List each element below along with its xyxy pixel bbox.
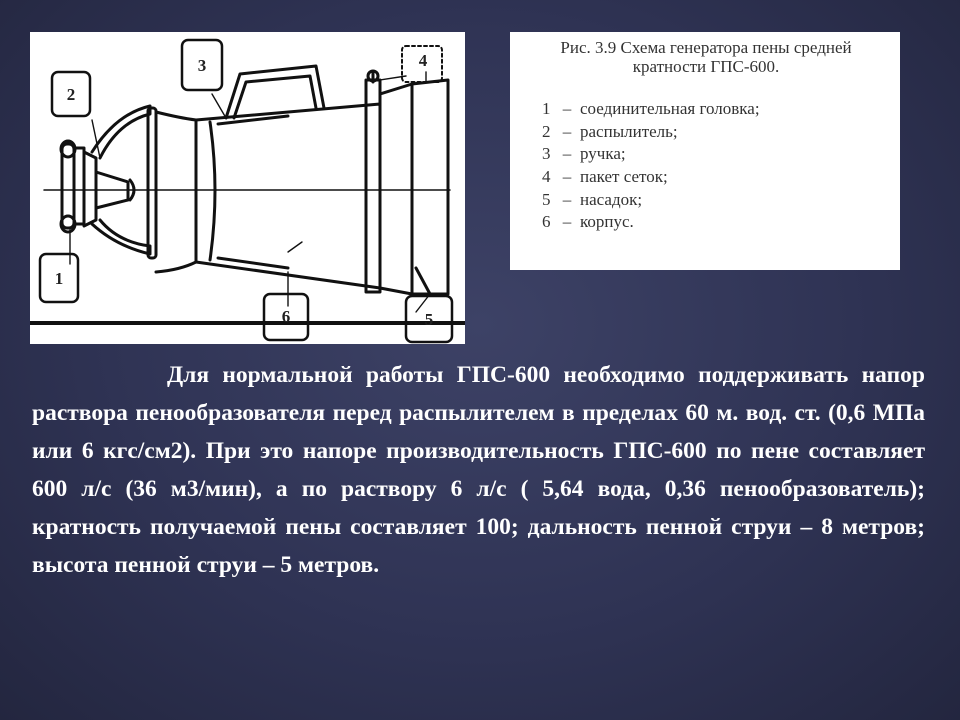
legend-dash: – [562,99,572,119]
sprayer-part [92,106,150,254]
legend-number: 4 [542,166,551,186]
legend-item [542,121,890,144]
front-ring [148,108,156,258]
callout-number-1: 1 [54,269,64,288]
body-paragraph: Для нормальной работы ГПС-600 необходимо поддерживать напор раствора пенообразователя перед распылителем в пределах 60 м. вод. ст. (0,6 МПа или 6 кгс/см2). При это напоре производительность ГПС-600 по пене составляет 600 л/с (36 м3/мин), а по раствору 6 л/с ( 5,64 вода, 0,36 пенообразователь); кратность получаемой пены составляет 100; дальность пенной струи – 8 метров; высота пенной струи – 5 метров. [32,362,925,579]
figure-legend [510,32,900,270]
callout-number-3: 3 [197,56,207,75]
legend-list [522,98,890,234]
callout-number-6: 6 [281,307,291,326]
callout-number-2: 2 [66,85,76,104]
legend-text: насадок; [580,189,643,209]
legend-number: 1 [542,99,551,119]
foam-generator-drawing [30,32,465,344]
legend-dash: – [562,212,572,232]
legend-text: соединительная головка; [580,99,760,119]
legend-dash: – [562,166,572,186]
figure-caption: Рис. 3.9 Схема генератора пены средней кратности ГПС-600. [560,38,852,77]
callout-number-5: 5 [424,310,434,329]
legend-number: 3 [542,144,551,164]
legend-text: распылитель; [580,121,678,141]
legend-text: пакет сеток; [580,166,668,186]
legend-dash: – [562,121,572,141]
legend-text: корпус. [580,212,634,232]
callout-number-4: 4 [418,51,428,70]
legend-number: 5 [542,189,551,209]
legend-item [542,143,890,166]
legend-number: 6 [542,212,551,232]
legend-item [542,211,890,234]
legend-dash: – [562,144,572,164]
leader-lines [70,72,430,312]
legend-text: ручка; [580,144,626,164]
legend-item [542,189,890,212]
connecting-head-part [61,141,96,232]
legend-number: 2 [542,121,551,141]
nozzle-part [380,80,448,294]
legend-item [542,166,890,189]
legend-item [542,98,890,121]
foam-generator-diagram [30,32,465,344]
body-part [156,104,380,288]
legend-dash: – [562,189,572,209]
